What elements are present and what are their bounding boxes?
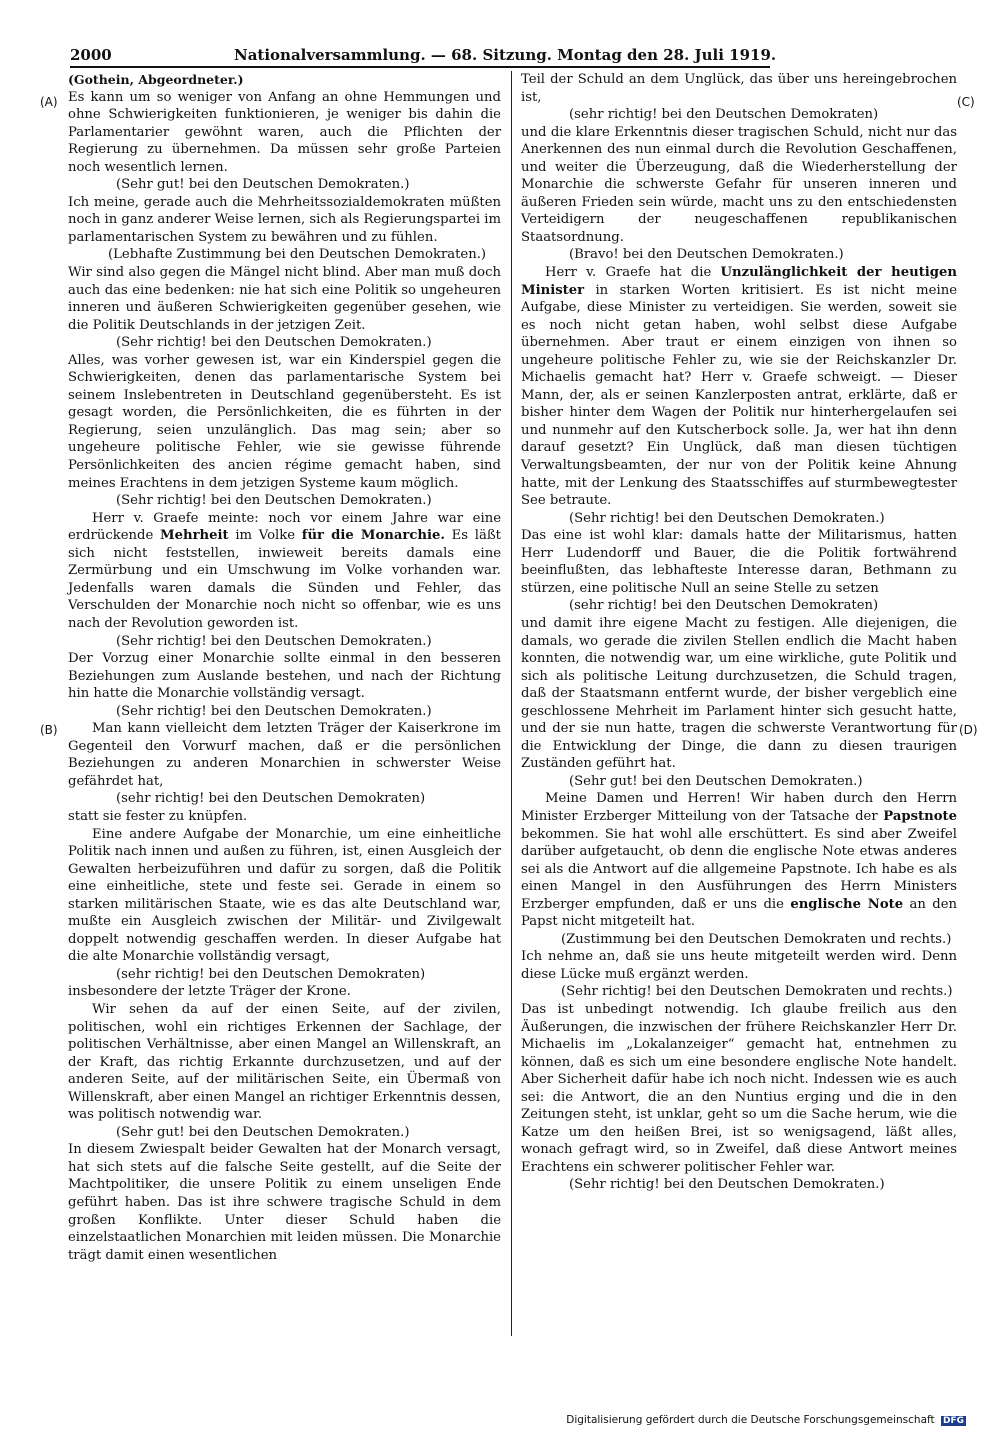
remark: (Sehr gut! bei den Deutschen Demokraten.) xyxy=(569,773,863,789)
paragraph: Ich meine, gerade auch die Mehrheitssozialdemokraten müßten noch in ganz anderer Weise lernen, sich als Regierungspartei im parlamentarischen System zu bewähren und zu fühlen. xyxy=(68,194,501,245)
paragraph: Wir sehen da auf der einen Seite, auf der zivilen, politischen, wohl ein richtiges Erkennen der Sachlage, der politischen Verhältnisse, aber einen Mangel an Willenskraft, an der Kraft, das richtig Erkannte durchzusetzen, und auf der anderen Seite, auf der militärischen Seite, ein Übermaß von Willenskraft, aber einen Mangel an richtiger Erkenntnis dessen, was politisch notwendig war. xyxy=(68,1001,501,1123)
margin-marker-d: (D) xyxy=(959,723,978,737)
remark: (Sehr gut! bei den Deutschen Demokraten.) xyxy=(116,1124,410,1140)
paragraph: Das ist unbedingt notwendig. Ich glaube freilich aus den Äußerungen, die inzwischen der frühere Reichskanzler Herr Dr. Michaelis im „Lokalanzeiger“ gemacht hat, entnehmen zu können, daß es sich um eine besondere englische Note handelt. Aber Sicherheit dafür habe ich noch nicht. Indessen wie es auch sei: die Antwort, die an den Nuntius erging und die in den Zeitungen steht, ist unklar, geht so um die Sache herum, wie die Katze um den heißen Brei, ist so wenigsagend, läßt alles, wonach gefragt wird, so in Zweifel, daß diese Antwort meines Erachtens ein schwerer politischer Fehler war. xyxy=(521,1001,957,1175)
paragraph: Eine andere Aufgabe der Monarchie, um eine einheitliche Politik nach innen und außen zu führen, ist, einen Ausgleich der Gewalten herbeizuführen und dafür zu sorgen, daß die Politik eine einheitliche, stete und feste sei. Gerade in einem so starken militärischen Staate, wie es das alte Deutschland war, mußte ein Ausgleich zwischen der Militär- und Zivilgewalt doppelt notwendig geschaffen werden. In dieser Aufgabe hat die alte Monarchie vollständig versagt, xyxy=(68,826,501,965)
page-number: 2000 xyxy=(70,46,112,64)
remark: (Sehr richtig! bei den Deutschen Demokraten.) xyxy=(116,703,432,719)
paragraph: statt sie fester zu knüpfen. xyxy=(68,808,248,824)
paragraph: Alles, was vorher gewesen ist, war ein Kinderspiel gegen die Schwierigkeiten, denen das parlamentarische System bei seinem Inslebentreten in Deutschland gegenübersteht. Es ist gesagt worden, die Persönlichkeiten, die es führten in der Regierung, seien unzulänglich. Das mag sein; aber so ungeheure politische Fehler, wie sie gewisse führende Persönlichkeiten des ancien régime gemacht haben, sind meines Erachtens in dem jetzigen Systeme kaum möglich. xyxy=(68,352,501,491)
remark: (Sehr richtig! bei den Deutschen Demokraten.) xyxy=(569,1177,885,1193)
speaker-label: (Gothein, Abgeordneter.) xyxy=(68,72,244,87)
paragraph: Herr v. Graefe hat die Unzulänglichkeit der heutigen Minister in starken Worten kritisiert. Es ist nicht meine Aufgabe, diese Minister zu verteidigen. Sie werden, soweit sie es noch nicht getan haben, wohl selbst diese Aufgabe übernehmen. Aber traut er einem einzigen von ihnen so ungeheure politische Fehler zu, wie sie der Reichskanzler Dr. Michaelis gemacht hat? Herr v. Graefe schweigt. — Dieser Mann, der, als er seinen Kanzlerposten antrat, erklärte, daß er bisher hinter dem Wagen der Politik nur hinterhergelaufen sei und nunmehr auf den Kutscherbock solle. Ja, wer hat ihn denn darauf gesetzt? Ein Unglück, daß man diesen tüchtigen Verwaltungsbeamten, der nur von der Politik keine Ahnung hatte, mit der Lenkung des Staatsschiffes auf sturmbewegtester See betraute. xyxy=(521,265,957,509)
paragraph: In diesem Zwiespalt beider Gewalten hat der Monarch versagt, hat sich stets auf die falsche Seite gestellt, auf die Seite der Machtpolitiker, die unsere Politik zu einem unseligen Ende geführt haben. Das ist ihre schwere tragische Schuld in dem großen Konflikte. Unter dieser Schuld haben die einzelstaatlichen Monarchien mit leiden müssen. Die Monarchie trägt damit einen wesentlichen xyxy=(68,1142,501,1263)
remark: (Sehr richtig! bei den Deutschen Demokraten.) xyxy=(569,510,885,526)
emphasis: Mehrheit xyxy=(160,528,229,544)
credit-text: Digitalisierung gefördert durch die Deutsche Forschungsgemeinschaft xyxy=(566,1414,935,1426)
running-title: Nationalversammlung. — 68. Sitzung. Montag den 28. Juli 1919. xyxy=(234,46,777,64)
left-column xyxy=(68,71,501,1264)
remark: (Bravo! bei den Deutschen Demokraten.) xyxy=(569,247,844,263)
right-column xyxy=(521,71,957,1194)
remark: (Zustimmung bei den Deutschen Demokraten und rechts.) xyxy=(561,931,952,947)
header-rule xyxy=(70,66,770,68)
emphasis: englische Note xyxy=(790,896,904,912)
paragraph: Meine Damen und Herren! Wir haben durch den Herrn Minister Erzberger Mitteilung von der Tatsache der Papstnote bekommen. Sie hat wohl alle erschüttert. Es sind aber Zweifel darüber aufgetaucht, ob denn die englische Note etwas anderes sei als die Antwort auf die allgemeine Papstnote. Ich habe es als einen Mangel in den Ausführungen des Herrn Ministers Erzberger empfunden, daß er uns die englische Note an den Papst nicht mitgeteilt hat. xyxy=(521,791,957,930)
margin-marker-a: (A) xyxy=(40,95,58,109)
column-divider xyxy=(511,71,512,1336)
paragraph: Das eine ist wohl klar: damals hatte der Militarismus, hatten Herr Ludendorff und Bauer, die die Politik fortwährend beeinflußten, das lebhafteste Interesse daran, Bethmann zu stürzen, eine politische Null an seine Stelle zu setzen xyxy=(521,528,957,596)
remark: (sehr richtig! bei den Deutschen Demokraten) xyxy=(569,107,879,123)
paragraph: Wir sind also gegen die Mängel nicht blind. Aber man muß doch auch das eine bedenken: nie hat sich eine Politik so ungeheuren inneren und äußeren Schwierigkeiten gegenüber gesehen, wie die Politik Deutschlands in der jetzigen Zeit. xyxy=(68,265,501,333)
paragraph: Man kann vielleicht dem letzten Träger der Kaiserkrone im Gegenteil den Vorwurf machen, daß er die persönlichen Beziehungen zu anderen Monarchien in schwerster Weise gefährdet hat, xyxy=(68,721,501,789)
margin-marker-b: (B) xyxy=(40,723,58,737)
page-header xyxy=(70,46,777,66)
digitization-credit xyxy=(566,1414,966,1426)
paragraph: und damit ihre eigene Macht zu festigen. Alle diejenigen, die damals, wo gerade die zivilen Stellen endlich die Macht haben konnten, die notwendig war, um eine wirkliche, gute Politik und sich als politische Leitung durchzusetzen, die Schuld tragen, daß der Staatsmann entfernt wurde, der bisher vergeblich eine geschlossene Mehrheit im Parlament hinter sich gesucht hatte, und der sie nun hatte, tragen die schwerste Verantwortung für die Entwicklung der Dinge, die dann zu diesen traurigen Zuständen geführt hat. xyxy=(521,615,957,772)
margin-marker-c: (C) xyxy=(957,95,975,109)
paragraph: insbesondere der letzte Träger der Krone. xyxy=(68,984,351,1000)
paragraph: Ich nehme an, daß sie uns heute mitgeteilt werden wird. Denn diese Lücke muß ergänzt werden. xyxy=(521,949,957,982)
paragraph: und die klare Erkenntnis dieser tragischen Schuld, nicht nur das Anerkennen des nun einmal durch die Revolution Geschaffenen, und weiter die Überzeugung, daß die Wiederherstellung der Monarchie die schwerste Gefahr für unseren inneren und äußeren Frieden sein würde, macht uns zu den entschiedensten Verteidigern der neugeschaffenen republikanischen Staatsordnung. xyxy=(521,124,957,245)
dfg-logo: DFG xyxy=(942,1416,964,1426)
remark: (Sehr richtig! bei den Deutschen Demokraten.) xyxy=(116,633,432,649)
emphasis: für die Monarchie. xyxy=(301,528,445,544)
remark: (sehr richtig! bei den Deutschen Demokraten) xyxy=(116,966,426,982)
remark: (Sehr gut! bei den Deutschen Demokraten.) xyxy=(116,177,410,193)
paragraph: Der Vorzug einer Monarchie sollte einmal in den besseren Beziehungen zum Auslande bestehen, und nach der Richtung hin hatte die Monarchie vollständig versagt. xyxy=(68,651,501,702)
remark: (Sehr richtig! bei den Deutschen Demokraten.) xyxy=(116,335,432,351)
remark: (sehr richtig! bei den Deutschen Demokraten) xyxy=(569,598,879,614)
remark: (Sehr richtig! bei den Deutschen Demokraten.) xyxy=(116,493,432,509)
emphasis: Papstnote xyxy=(883,808,957,824)
remark: (Sehr richtig! bei den Deutschen Demokraten und rechts.) xyxy=(561,984,953,1000)
paragraph: Herr v. Graefe meinte: noch vor einem Jahre war eine erdrückende Mehrheit im Volke für die Monarchie. Es läßt sich nicht feststellen, inwieweit bereits damals eine Zermürbung und ein Umschwung im Volke vorhanden war. Jedenfalls waren damals die Sünden und Fehler, das Verschulden der Monarchie noch nicht so offenbar, wie es uns nach der Revolution geworden ist. xyxy=(68,510,501,631)
remark: (sehr richtig! bei den Deutschen Demokraten) xyxy=(116,791,426,807)
remark: (Lebhafte Zustimmung bei den Deutschen Demokraten.) xyxy=(108,247,487,263)
paragraph: Teil der Schuld an dem Unglück, das über uns hereingebrochen ist, xyxy=(521,72,957,105)
emphasis: Unzulänglichkeit der heutigen Minister xyxy=(521,265,957,298)
paragraph: Es kann um so weniger von Anfang an ohne Hemmungen und ohne Schwierigkeiten funktionieren, je weniger bis dahin die Parlamentarier gewöhnt waren, auch die Pflichten der Regierung zu übernehmen. Da müssen sehr große Parteien noch wesentlich lernen. xyxy=(68,89,501,175)
